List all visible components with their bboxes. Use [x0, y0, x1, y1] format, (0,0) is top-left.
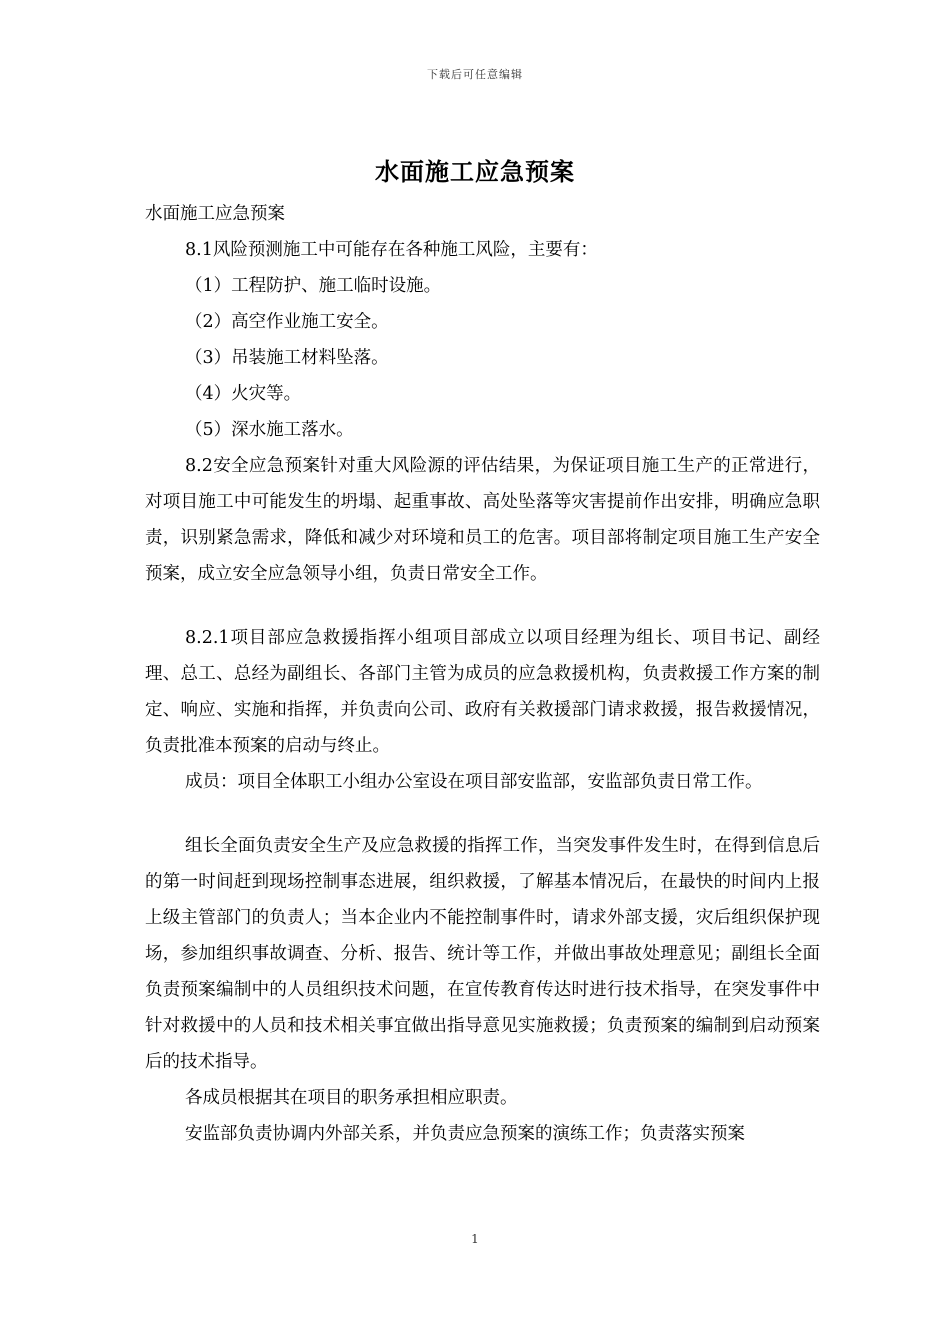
paragraph-safety-plan: 8.2安全应急预案针对重大风险源的评估结果，为保证项目施工生产的正常进行，对项目施工中可能发生的坍塌、起重事故、高处坠落等灾害提前作出安排，明确应急职责，识别紧急需求，降低和减少对环境和员工的危害。项目部将制定项目施工生产安全预案，成立安全应急领导小组，负责日常安全工作。 — [145, 456, 820, 584]
page-number: 1 — [471, 1232, 479, 1246]
paragraph-members: 成员：项目全体职工小组办公室设在项目部安监部，安监部负责日常工作。 — [185, 772, 763, 792]
paragraph-safety-dept: 安监部负责协调内外部关系，并负责应急预案的演练工作；负责落实预案 — [185, 1124, 745, 1144]
list-item: （3）吊装施工材料坠落。 — [185, 348, 389, 368]
list-item: （2）高空作业施工安全。 — [185, 312, 389, 332]
document-subtitle: 水面施工应急预案 — [145, 204, 285, 224]
paragraph-leader-duties: 组长全面负责安全生产及应急救援的指挥工作，当突发事件发生时，在得到信息后的第一时间赶到现场控制事态进展，组织救援，了解基本情况后，在最快的时间内上报上级主管部门的负责人；当本企业内不能控制事件时，请求外部支援，灾后组织保护现场，参加组织事故调查、分析、报告、统计等工作，并做出事故处理意见；副组长全面负责预案编制中的人员组织技术问题，在宣传教育传达时进行技术指导，在突发事件中针对救援中的人员和技术相关事宜做出指导意见实施救援；负责预案的编制到启动预案后的技术指导。 — [145, 836, 820, 1072]
list-item: （1）工程防护、施工临时设施。 — [185, 276, 442, 296]
document-title: 水面施工应急预案 — [375, 158, 575, 186]
paragraph-command-group: 8.2.1项目部应急救援指挥小组项目部成立以项目经理为组长、项目书记、副经理、总工、总经为副组长、各部门主管为成员的应急救援机构，负责救援工作方案的制定、响应、实施和指挥，并负责向公司、政府有关救援部门请求救援，报告救援情况，负责批准本预案的启动与终止。 — [145, 628, 820, 756]
list-item: （4）火灾等。 — [185, 384, 302, 404]
paragraph-spacer — [145, 800, 820, 828]
paragraph-member-duties: 各成员根据其在项目的职务承担相应职责。 — [185, 1088, 518, 1108]
paragraph-risk-forecast: 8.1风险预测施工中可能存在各种施工风险，主要有： — [185, 240, 598, 260]
list-item: （5）深水施工落水。 — [185, 420, 354, 440]
header-note: 下载后可任意编辑 — [427, 68, 523, 81]
paragraph-spacer — [145, 592, 820, 620]
document-body — [145, 196, 820, 1152]
